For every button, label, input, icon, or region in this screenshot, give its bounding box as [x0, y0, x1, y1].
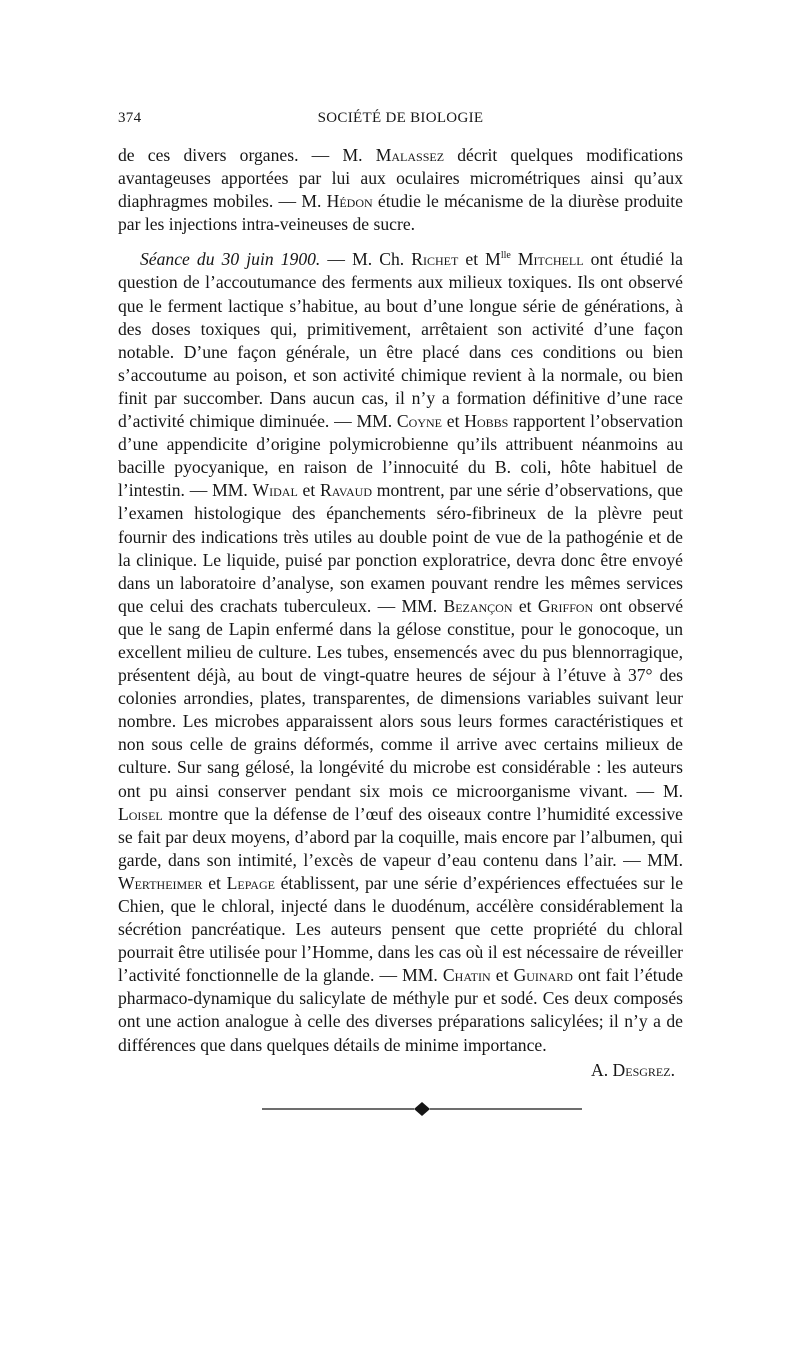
author-name: Guinard	[513, 965, 573, 986]
text-run: et M	[458, 249, 501, 270]
author-name: Chatin	[442, 965, 491, 986]
text-run: ont observé que le sang de Lapin enfermé dans la gélose constitue, pour le gonocoque, un excellent milieu de culture. Les tubes, ensemencés avec du pus blennorragique, présentent déjà, au bout de vingt-quatre heures de séjour à l’étuve à 37° des colonies arrondies, plates, transparentes, de dimensions variables suivant leur nombre. Les microbes apparaissent alors sous leurs formes caractéristiques et non sous celle de grains déformés, comme il arrive avec certains milieux de culture. Sur sang gélosé, la longévité du microbe est considérable : les auteurs ont pu ainsi conserver pendant six mois ce microorganisme vivant. — M.	[118, 595, 684, 801]
text-run: établissent, par une série d’expériences effectuées sur le Chien, que le chloral, injecté dans le duodénum, accélère considérablement la sécrétion pancréatique. Les auteurs pensent que cette propriété du chloral pourrait être utilisée pour l’Homme, dans les cas où il est nécessaire de réveiller l’activité fonctionnelle de la glande. — MM.	[118, 872, 684, 986]
author-name: Mitchell	[517, 249, 584, 270]
author-name: Hédon	[326, 191, 373, 212]
page-number: 374	[118, 110, 142, 126]
text-run: ont fait l’étude pharmaco-dynamique du salicylate de méthyle pur et sodé. Ces deux composés ont une action analogue à celle des diverses préparations salicylées; il n’y a de différences que dans quelques détails de minime importance.	[118, 965, 684, 1055]
text-run: rapportent l’observation d’une appendicite d’origine polymicrobienne qu’ils attribuent néanmoins au bacille pyocyanique, en raison de l’innocuité du B. coli, hôte habituel de l’intestin. — MM.	[118, 411, 683, 501]
text-run: montre que la défense de l’œuf des oiseaux contre l’humidité excessive se fait par deux moyens, d’abord par la coquille, mais encore par l’albumen, qui garde, dans son intimité, l’excès de vapeur d’eau contenu dans l’air. — MM.	[118, 803, 683, 870]
author-name: Ravaud	[320, 480, 373, 501]
text-run: étudie le mécanisme de la diurèse produite par les injections intra-veineuses de sucre.	[118, 191, 683, 235]
author-name: Griffon	[537, 595, 594, 616]
author-name: Coyne	[396, 411, 442, 432]
running-title: SOCIÉTÉ DE BIOLOGIE	[317, 110, 484, 126]
text-run: décrit quelques modifications avantageuses apportées par lui aux oculaires micrométriques ainsi qu’aux diaphragmes mobiles. — M.	[118, 145, 683, 212]
paragraph-continued	[118, 144, 683, 236]
text-run: montrent, par une série d’observations, que l’examen histologique des épanchements séro-fibrineux de la plèvre peut fournir des indications très utiles au double point de vue de la pathogénie et de la clinique. Le liquide, puisé par ponction exploratrice, devra donc être envoyé dans un laboratoire d’analyse, son examen pouvant rendre les mêmes services que celui des crachats tuberculeux. — MM.	[118, 480, 683, 616]
diamond-rule-icon	[262, 1101, 582, 1117]
text-run: ont étudié la question de l’accoutumance des ferments aux milieux toxiques. Ils ont observé que le ferment lactique s’habitue, au bout d’une longue série de générations, à des doses toxiques qui, primitivement, arrêtaient son activité d’une façon notable. D’une façon générale, un être placé dans ces conditions ou bien s’accoutume au poison, et son activité chimique revient à la normale, ou bien finit par succomber. Dans aucun cas, il n’y a formation définitive d’une race d’activité chimique diminuée. — MM.	[118, 249, 683, 432]
text-run: et	[297, 480, 321, 501]
author-name: Richet	[411, 249, 459, 270]
text-run: et	[442, 411, 465, 432]
text-run: de ces divers organes. — M.	[118, 145, 376, 165]
running-head	[118, 110, 683, 134]
text-run: et	[202, 872, 227, 893]
author-name: Widal	[252, 480, 298, 501]
author-name: Hobbs	[464, 411, 509, 432]
page-content	[118, 110, 683, 1082]
signature: A. Desgrez.	[591, 1059, 675, 1080]
text-run: et	[490, 965, 514, 986]
diamond-mark	[414, 1102, 430, 1116]
author-name: Loisel	[118, 803, 163, 824]
author-name: Wertheimer	[118, 872, 203, 893]
author-name: Bezançon	[443, 595, 513, 616]
text-run: — M. Ch.	[320, 249, 412, 270]
text-run: et	[512, 595, 538, 616]
paragraph-seance	[118, 248, 683, 1056]
seance-date: Séance du 30 juin 1900.	[140, 249, 321, 270]
author-name: Lepage	[226, 872, 275, 893]
author-name: Malassez	[375, 145, 445, 165]
text-run	[511, 249, 518, 269]
title-superscript: lle	[500, 250, 511, 262]
